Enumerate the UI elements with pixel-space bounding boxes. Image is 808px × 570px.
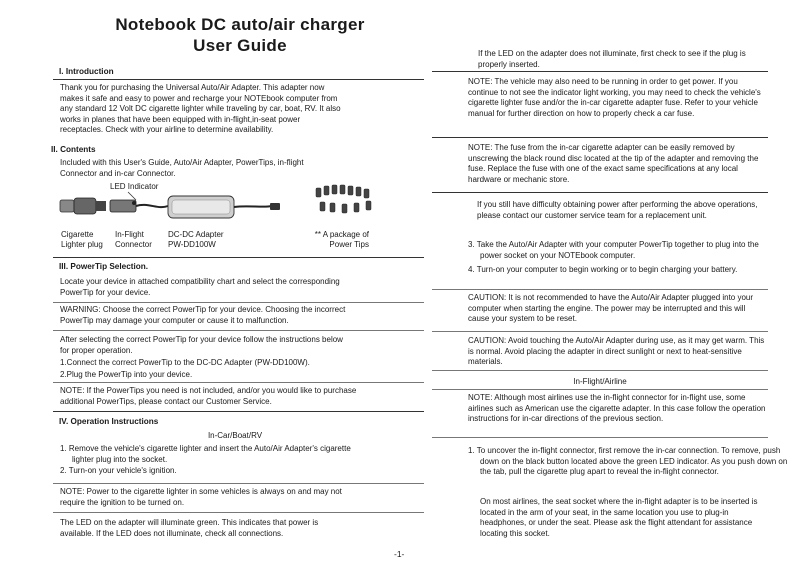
led-check-text: If the LED on the adapter does not illuminate, first check to see if the plug is properly inserted. (478, 49, 746, 69)
difficulty-rule (432, 192, 768, 193)
step-3: 3. Take the Auto/Air Adapter with your computer PowerTip together to plug into the power socket on your NOTEbook computer. (468, 240, 759, 260)
operation-rule (53, 411, 424, 412)
title-line-2: User Guide (193, 36, 287, 55)
caution-1: CAUTION: It is not recommended to have the Auto/Air Adapter plugged into your computer when starting the engine. The power may be interrupted and this will cause your system to be reset. (468, 293, 754, 323)
intro-text: Thank you for purchasing the Universal Auto/Air Adapter. This adapter now makes it safe and easy to power and recharge your NOTEbook computer from any standard 12 Volt DC cigarette lighter while traveling by car, boat, RV. It also works in planes that have been equipped with in-flight,in-seat power receptacles. Check with your airline to determine availability. (60, 83, 341, 134)
powertip-heading: III. PowerTip Selection. (59, 262, 149, 271)
contents-text: Included with this User's Guide, Auto/Air Adapter, PowerTips, in-flight Connector and in-car Connector. (60, 158, 304, 178)
note-airline: NOTE: Although most airlines use the in-flight connector for in-flight use, some airlines such as American use the cigarette adapter. In this case follow the operation instructions for in-car directions of the previous section. (468, 393, 766, 423)
operation-heading: IV. Operation Instructions (59, 417, 159, 426)
inflight-connector-label: In-Flight Connector (115, 230, 152, 249)
warning-text: WARNING: Choose the correct PowerTip for your device. Choosing the incorrect PowerTip may damage your computer or cause it to malfunction. (60, 305, 346, 325)
product-diagram (58, 182, 388, 254)
contents-heading: II. Contents (51, 145, 96, 154)
step-2: 2.Plug the PowerTip into your device. (60, 370, 193, 379)
after-text: After selecting the correct PowerTip for your device follow the instructions below for proper operation. (60, 335, 343, 355)
step-1: 1.Connect the correct PowerTip to the DC-DC Adapter (PW-DD100W). (60, 358, 310, 367)
dcdc-adapter-label: DC-DC Adapter PW-DD100W (168, 230, 224, 249)
note-vehicle: NOTE: The vehicle may also need to be running in order to get power. If you continue to not see the indicator light working, you may need to check the vehicle's cigarette lighter fuse and/or the in-car cigarette adapter fuse. Refer to your vehicle manual for further direction on how to properly check a car fuse. (468, 77, 761, 118)
led-rule (53, 512, 424, 513)
inflight-item-1: 1. To uncover the in-flight connector, first remove the in-car connection. To remove, push down on the black button located above the green LED indicator. As you push down on the tab, pull the cigarette plug apart to reveal the in-flight connector. (468, 446, 788, 476)
led-text: The LED on the adapter will illuminate green. This indicates that power is available. If the LED does not illuminate, check all connections. (60, 518, 319, 538)
incar-heading: In-Car/Boat/RV (207, 431, 263, 440)
op-item-1: 1. Remove the vehicle's cigarette lighter and insert the Auto/Air Adapter's cigarette lighter plug into the socket. (60, 444, 351, 464)
step-4: 4. Turn-on your computer to begin working or to begin charging your battery. (468, 265, 738, 274)
cigarette-plug-label: Cigarette Lighter plug (61, 230, 103, 249)
inflight-heading: In-Flight/Airline (573, 377, 627, 386)
after-rule (53, 330, 424, 331)
warning-rule (53, 302, 424, 303)
powertip-text: Locate your device in attached compatibility chart and select the corresponding PowerTip for your device. (60, 277, 340, 297)
note-airline-rule (432, 389, 768, 390)
caution-2-rule (432, 331, 768, 332)
led-indicator-label: LED Indicator (110, 182, 159, 191)
intro-heading: I. Introduction (59, 67, 114, 76)
inflight-rule (432, 370, 768, 371)
note-fuse: NOTE: The fuse from the in-car cigarette adapter can be easily removed by unscrewing the black round disc located at the tip of the adapter and removing the fuse. Replace the fuse with one of the exact same specifications at any local hardware or mechanic store. (468, 143, 759, 184)
note-power-rule (53, 483, 424, 484)
document-title (60, 14, 420, 56)
caution-1-rule (432, 289, 768, 290)
page-number: -1- (394, 549, 405, 559)
powertip-rule (53, 257, 424, 258)
power-tips-label: ** A package of Power Tips (314, 230, 369, 249)
note-power: NOTE: Power to the cigarette lighter in some vehicles is always on and may not require the ignition to be turned on. (60, 487, 342, 507)
note-fuse-rule (432, 137, 768, 138)
title-line-1: Notebook DC auto/air charger (115, 15, 365, 34)
note-powertips: NOTE: If the PowerTips you need is not included, and/or you would like to purchase additional PowerTips, please contact our Customer Service. (60, 386, 357, 406)
inflight-item-rule (432, 437, 768, 438)
op-item-2: 2. Turn-on your vehicle's ignition. (60, 466, 177, 475)
intro-rule (53, 79, 424, 80)
adapter-illustration (58, 182, 388, 234)
airline-seat-text: On most airlines, the seat socket where the in-flight adapter is to be inserted is located in the arm of your seat, in the same location you use to plug-in headphones, or under the seat. Please ask the flight attendant for assistance locating this socket. (480, 497, 758, 538)
caution-2: CAUTION: Avoid touching the Auto/Air Adapter during use, as it may get warm. This is normal. Avoid placing the adapter in direct sunlight or next to heat-sensitive materials. (468, 336, 765, 366)
note-vehicle-rule (432, 71, 768, 72)
note-powertips-rule (53, 382, 424, 383)
difficulty-text: If you still have difficulty obtaining power after performing the above operations, please contact our customer service team for a replacement unit. (477, 200, 758, 220)
